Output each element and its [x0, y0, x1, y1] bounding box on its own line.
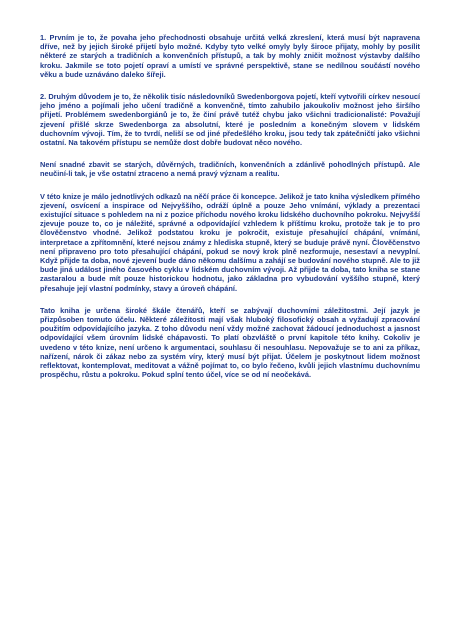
- paragraph-2: 2. Druhým důvodem je to, že několik tisíc následovníků Swedenborgova pojetí, kteří vytvořili církev nesoucí jeho jméno a pojímali jeho učení tradičně a konvenčně, tímto zahubilo jakoukoliv možnost jeho širšího přijetí. Problémem swedenborgiánů je to, že činí právě tutéž chybu jako všichni tradicionalisté: Považují zjevení přišlé skrze Swedenborga za absolutní, které je posledním a konečným slovem v lidském duchovním vývoji. Tím, že to tvrdí, neliší se od jiné předešlého kroku, jsou tedy tak zpátečničtí jako všichni ostatní. Na takovém přístupu se nemůže dost dobře budovat něco nového.: [40, 92, 420, 148]
- document-page: [40, 33, 420, 393]
- paragraph-4: V této knize je málo jednotlivých odkazů na něčí práce či koncepce. Jelikož je tato kniha výsledkem přímého zjevení, osvícení a inspirace od Nejvyššího, odráží úplně a pouze Jeho vnímání, výklady a prezentaci existující situace s pohledem na ni z pozice příchodu nového kroku lidského duchovního pokroku. Nejvyšší zjevuje pouze to, co je náležité, správné a odpovídající vzhledem k příštímu kroku, protože tak je to pro člověčenstvo vhodné. Jelikož podstatou kroku je pokročit, existuje přesahující chápání, vnímání, interpretace a zpřítomnění, které nejsou známy z hlediska stupně, který se buduje právě nyní. Člověčenstvo není připraveno pro toto přesahující chápání, pokud se nový krok plně nezformuje, nesestaví a nevyplní. Když přijde ta doba, nové zjevení bude dáno někomu dalšímu a zahájí se budování nového stupně. Ale to již bude jiná událost jiného časového cyklu v lidském duchovním vývoji. Až přijde ta doba, tato kniha se stane zastaralou a bude mít pouze historickou hodnotu, jako základna pro vybudování vyššího stupně, který přesahuje její vlastní podmínky, stavy a úroveň chápání.: [40, 191, 420, 293]
- paragraph-1: 1. Prvním je to, že povaha jeho přechodnosti obsahuje určitá velká zkreslení, která musí být napravena dříve, než by jejich široké přijetí bylo možné. Kdyby tyto velké omyly byly široce přijaty, mohly by posílit některé ze starých a tradičních a konvenčních přístupů, a tak by mohly zničit možnost výstavby dalšího kroku. Jakmile se toto pojetí opraví a umístí ve správné perspektivě, stane se nedílnou součástí nového věku a bude uznáváno daleko šířeji.: [40, 33, 420, 79]
- paragraph-3: Není snadné zbavit se starých, důvěrných, tradičních, konvenčních a zdánlivě pohodlných přístupů. Ale neučiní-li tak, je vše ostatní ztraceno a nemá pravý význam a realitu.: [40, 160, 420, 179]
- paragraph-5: Tato kniha je určena široké škále čtenářů, kteří se zabývají duchovními záležitostmi. Její jazyk je přizpůsoben tomuto účelu. Některé záležitosti mají však hluboký filosofický obsah a vyžadují zpracování použitím odpovídajícího jazyka. Z toho důvodu není vždy možné zachovat žádoucí jednoduchost a jasnost odpovídající všem úrovním lidské chápavosti. To platí obzvláště o první kapitole této knihy. Cokoliv je uvedeno v této knize, není určeno k argumentaci, souhlasu či nesouhlasu. Nepovažuje se to ani za příkaz, nařízení, nárok či zákaz nebo za systém víry, který musí být přijat. Účelem je poskytnout lidem možnost reflektovat, kontemplovat, meditovat a vážně pojímat to, co bylo řečeno, kvůli jejich vlastnímu duchovnímu prospěchu, růstu a pokroku. Pokud splní tento účel, více se od ní neočekává.: [40, 305, 420, 380]
